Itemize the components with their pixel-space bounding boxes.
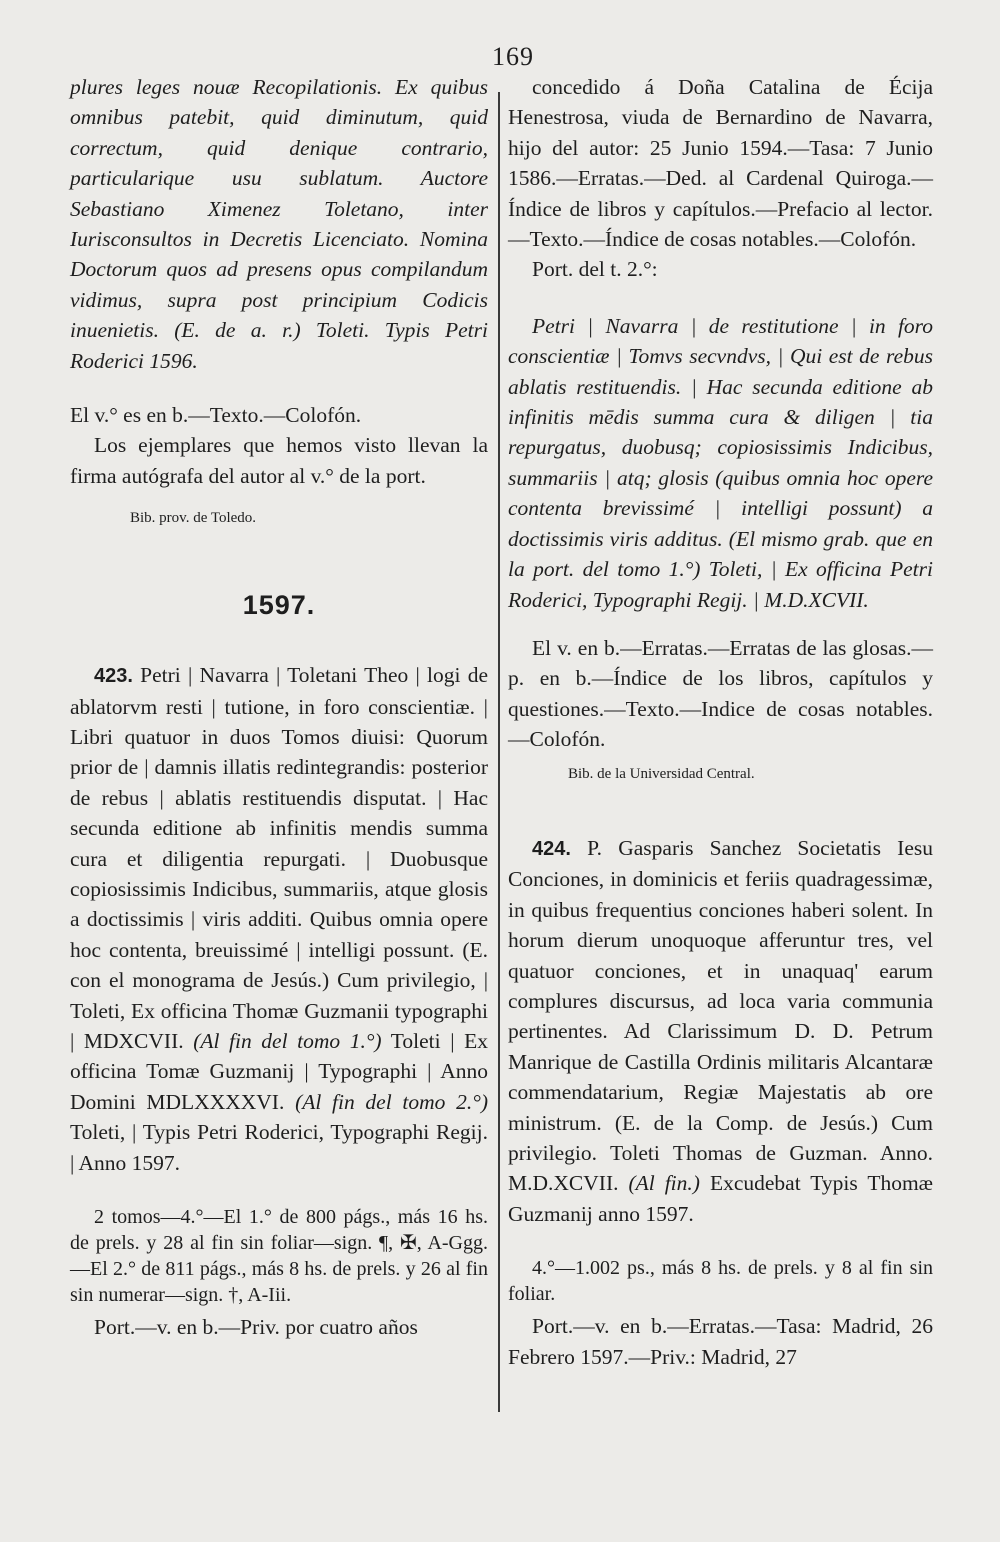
description-note: Los ejemplares que hemos visto llevan la firma autógrafa del autor al v.° de la port. bbox=[70, 433, 488, 488]
colophon-label: (Al fin del tomo 2.°) bbox=[295, 1089, 488, 1114]
entry-title: Petri | Navarra | Toletani Theo | logi de ablatorvm resti | tutione, in foro conscientiæ. | Libri quatuor in duos Tomos diuisi: Quorum prior de | damnis illatis redintegrandis: posterior de rebus | ablatis restituendis disputat. | Hac secunda editione ab infinitis mendis summa cura et diligentia repurgati. | Duobusque copiosissimis Indicibus, summariis, atque glosis a doctissimis | viris additi. Quibus omnia opere hoc contenta, breuissimé | intelligi possunt. (E. con el monograma de Jesús.) Cum privilegio, | Toleti, Ex officina Thomæ Guzmanii typographi | MDXCVII. bbox=[70, 663, 488, 1053]
colophon-label: (Al fin del tomo 1.°) bbox=[193, 1028, 382, 1053]
entry-number: 423. bbox=[94, 665, 133, 688]
second-title-label: Port. del t. 2.°: bbox=[532, 257, 658, 282]
entry-423 bbox=[70, 660, 488, 1178]
description-line: El v. en b.—Erratas.—Erratas de las glosas.—p. en b.—Índice de los libros, capítulos y questiones.—Texto.—Indice de cosas notables.—Colofón. bbox=[508, 635, 933, 752]
column-divider bbox=[498, 92, 500, 1412]
description-line: El v.° es en b.—Texto.—Colofón. bbox=[70, 403, 362, 428]
physical-description: 4.°—1.002 ps., más 8 hs. de prels. y 8 al fin sin foliar. bbox=[508, 1257, 933, 1306]
privilege-continuation: concedido á Doña Catalina de Écija Henestrosa, viuda de Bernardino de Navarra, hijo del autor: 25 Junio 1594.—Tasa: 7 Junio 1586.—Erratas.—Ded. al Cardenal Quiroga.—Índice de libros y capítulos.—Prefacio al lector.—Texto.—Índice de cosas notables.—Colofón. bbox=[508, 75, 933, 252]
entry-title: P. Gasparis Sanchez Societatis Iesu Conciones, in dominicis et feriis quadragessimæ, in quibus frequentius conciones haberi solent. In horum dierum unoquoque afferuntur tres, vel quatuor conciones, et in unaquaq' earum complures discursus, ad loca varia communia pertinentes. Ad Clarissimum D. D. Petrum Manrique de Castilla Ordinis militaris Alcantaræ commendatarium, Regiæ Majestatis ab ore ministrum. (E. de la Comp. de Jesús.) Cum privilegio. Toleti Thomas de Guzman. Anno. M.D.XCVII. bbox=[508, 835, 933, 1196]
portada-description: Port.—v. en b.—Erratas.—Tasa: Madrid, 26 Febrero 1597.—Priv.: Madrid, 27 bbox=[508, 1314, 933, 1369]
year-heading: 1597. bbox=[242, 589, 316, 620]
left-column bbox=[70, 72, 488, 1342]
library-location: Bib. de la Universidad Central. bbox=[568, 765, 755, 782]
second-volume-title: Petri | Navarra | de restitutione | in foro conscientiæ | Tomvs secvndvs, | Qui est de rebus ablatis restituendis. | Hac secunda editione ab infinitis mēdis summa cura & diligen | tia repurgatus, duobusq; copiosissimis Indicibus, summariis | atq; glosis (quibus omnia hoc opere contenta brevissimé | intelligi possunt) a doctissimis viris additus. (El mismo grab. que en la port. del tomo 1.°) Toleti, | Ex officina Petri Roderici, Typographi Regij. | M.D.XCVII. bbox=[508, 313, 933, 612]
entry-number: 424. bbox=[532, 837, 571, 860]
colophon-text: Excudebat Typis Thomæ Guzmanij anno 1597. bbox=[508, 1171, 934, 1226]
right-column bbox=[508, 72, 933, 1372]
title-continuation: plures leges nouæ Recopilationis. Ex quibus omnibus patebit, quid diminutum, quid correctum, quid denique contrario, particularique usu sublatum. Auctore Sebastiano Ximenez Toletano, inter Iurisconsultos in Decretis Licenciato. Nomina Doctorum quos ad presens opus compilandum vidimus, supra post principium Codicis inuenietis. (E. de a. r.) Toleti. Typis Petri Roderici 1596. bbox=[70, 75, 488, 373]
entry-424 bbox=[508, 833, 933, 1229]
colophon-text: Toleti, | Typis Petri Roderici, Typographi Regij. | Anno 1597. bbox=[70, 1120, 488, 1175]
colophon-label: (Al fin.) bbox=[628, 1171, 700, 1196]
physical-description: 2 tomos—4.°—El 1.° de 800 págs., más 16 hs. de prels. y 28 al fin sin foliar—sign. ¶, ✠, A-Ggg.—El 2.° de 811 págs., más 8 hs. de prels. y 26 al fin sin numerar—sign. †, A-Iii. bbox=[70, 1206, 488, 1306]
library-location: Bib. prov. de Toledo. bbox=[130, 510, 257, 527]
page-number: 169 bbox=[492, 42, 534, 71]
portada-description: Port.—v. en b.—Priv. por cuatro años bbox=[94, 1315, 418, 1339]
colophon-text: Toleti | Ex officina Tomæ Guzmanij | Typographi | Anno Domini MDLXXXXVI. bbox=[70, 1028, 488, 1114]
